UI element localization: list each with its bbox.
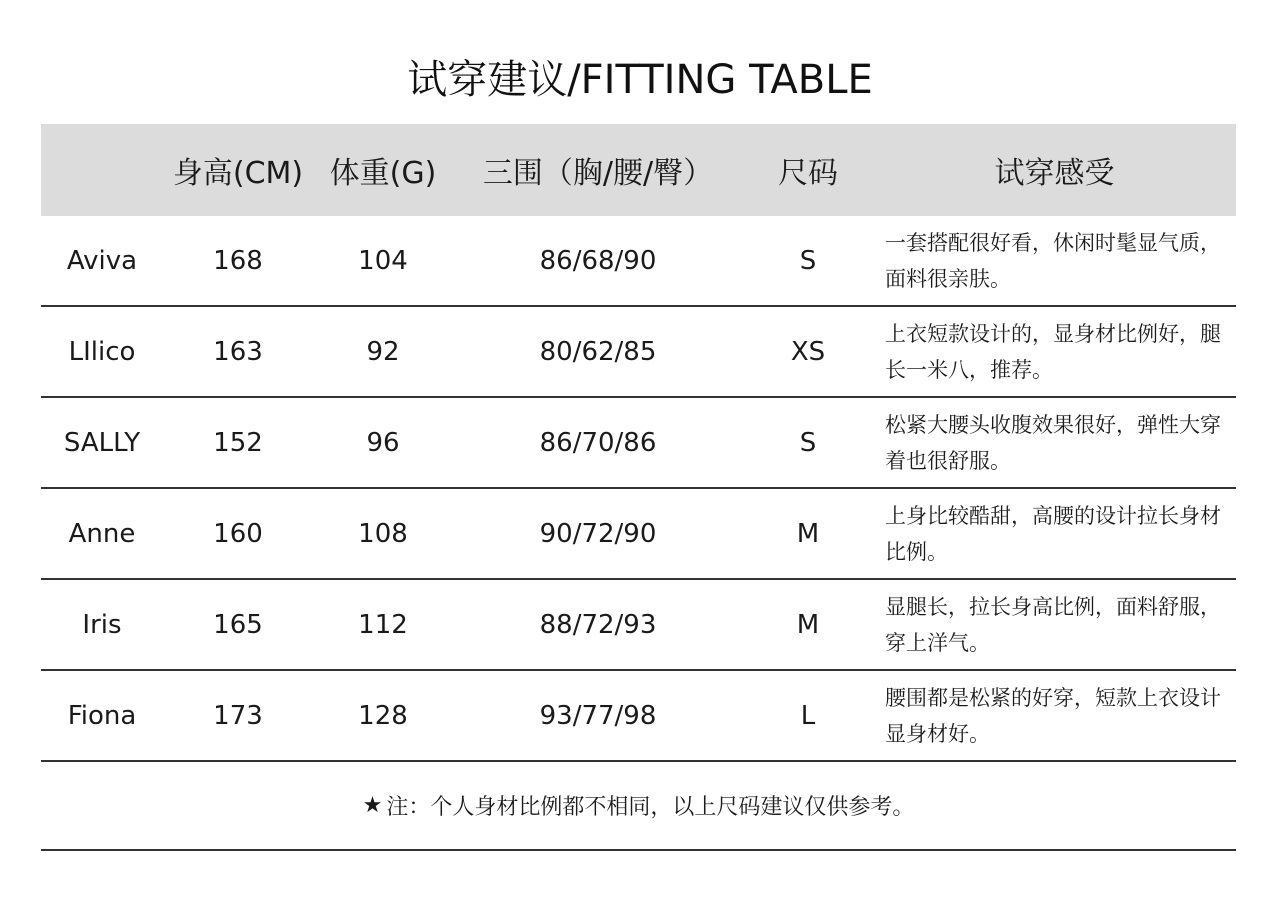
header-fitting-feedback: 试穿感受 [994, 156, 1115, 191]
row-weight: 112 [358, 609, 408, 640]
row-feedback [873, 307, 1236, 396]
header-measurements: 三围（胸/腰/臀） [482, 156, 714, 191]
table-row [41, 216, 1236, 307]
row-feedback-text: 松紧大腰头收腹效果很好，弹性大穿着也很舒服。 [885, 412, 1221, 473]
footnote-text: 注：个人身材比例都不相同，以上尺码建议仅供参考。 [386, 794, 915, 820]
row-name: Aviva [66, 245, 138, 276]
row-weight: 96 [366, 427, 400, 458]
row-feedback [873, 489, 1236, 578]
fitting-table [41, 124, 1236, 762]
row-height: 152 [213, 427, 263, 458]
row-height: 173 [213, 700, 263, 731]
table-row [41, 307, 1236, 398]
row-height: 165 [213, 609, 263, 640]
row-size: XS [790, 336, 826, 367]
row-weight: 128 [358, 700, 408, 731]
footnote [41, 761, 1236, 851]
row-name: LIlico [68, 336, 136, 367]
row-measurements: 88/72/93 [539, 609, 657, 640]
row-measurements: 86/68/90 [539, 245, 657, 276]
row-size: L [800, 700, 816, 731]
row-height: 168 [213, 245, 263, 276]
row-measurements: 80/62/85 [539, 336, 657, 367]
row-feedback [873, 580, 1236, 669]
row-name: Fiona [67, 700, 137, 731]
row-measurements: 86/70/86 [539, 427, 657, 458]
header-name [41, 124, 163, 216]
row-size: S [799, 427, 817, 458]
row-height: 163 [213, 336, 263, 367]
row-measurements: 90/72/90 [539, 518, 657, 549]
row-feedback-text: 一套搭配很好看，休闲时髦显气质，面料很亲肤。 [885, 230, 1221, 291]
row-feedback-text: 上衣短款设计的，显身材比例好，腿长一米八，推荐。 [885, 321, 1221, 382]
row-name: Iris [82, 609, 122, 640]
row-weight: 92 [366, 336, 400, 367]
row-size: S [799, 245, 817, 276]
row-feedback [873, 216, 1236, 305]
table-header [41, 124, 1236, 216]
header-weight: 体重(G) [329, 156, 437, 191]
table-row [41, 489, 1236, 580]
row-feedback [873, 398, 1236, 487]
table-row [41, 398, 1236, 489]
row-feedback-text: 上身比较酷甜，高腰的设计拉长身材比例。 [885, 503, 1221, 564]
page-title: 试穿建议/FITTING TABLE [407, 57, 873, 103]
header-height: 身高(CM) [172, 156, 304, 191]
row-name: SALLY [63, 427, 141, 458]
table-row [41, 580, 1236, 671]
row-size: M [796, 609, 820, 640]
row-feedback-text: 腰围都是松紧的好穿，短款上衣设计显身材好。 [885, 685, 1221, 746]
row-name: Anne [68, 518, 136, 549]
row-height: 160 [213, 518, 263, 549]
row-feedback-text: 显腿长，拉长身高比例，面料舒服，穿上洋气。 [885, 594, 1221, 655]
header-size: 尺码 [778, 156, 838, 191]
row-measurements: 93/77/98 [539, 700, 657, 731]
row-weight: 104 [358, 245, 408, 276]
row-size: M [796, 518, 820, 549]
row-feedback [873, 671, 1236, 760]
star-icon: ★ [362, 792, 383, 818]
table-row [41, 671, 1236, 762]
row-weight: 108 [358, 518, 408, 549]
